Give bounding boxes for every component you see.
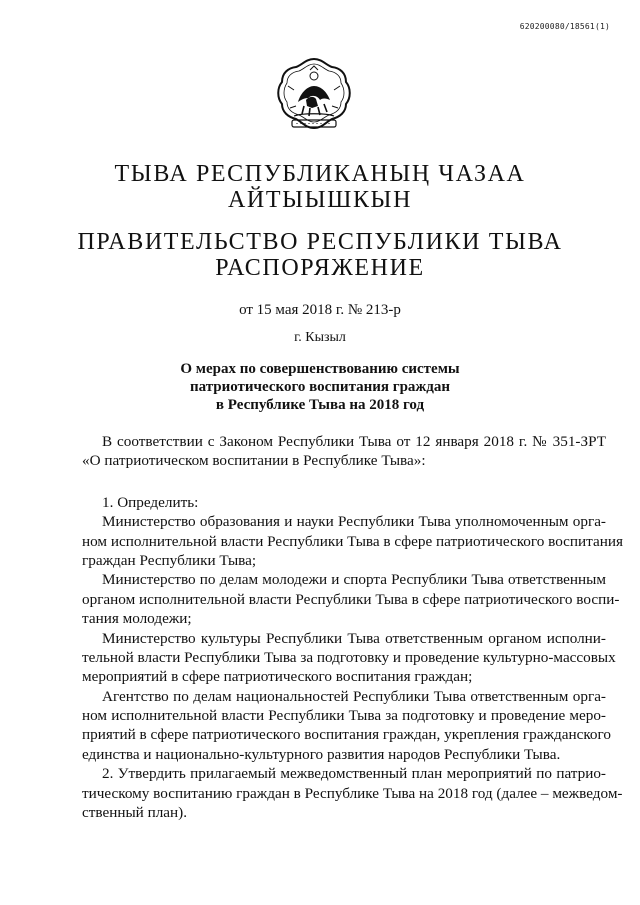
- clause-1c-line: Министерство культуры Республики Тыва ответственным органом исполни-: [102, 629, 606, 647]
- document-body: [82, 432, 623, 822]
- subject-line: О мерах по совершенствованию системы: [180, 361, 460, 377]
- clause-1a-line: граждан Республики Тыва;: [82, 551, 257, 569]
- clause-1c-line: мероприятий в сфере патриотического воспитания граждан;: [82, 668, 473, 686]
- document-date: от 15 мая 2018 г. № 213-р: [239, 302, 401, 318]
- title-tuva-line2: АЙТЫЫШКЫН: [227, 187, 413, 213]
- title-russian-line1: ПРАВИТЕЛЬСТВО РЕСПУБЛИКИ ТЫВА: [77, 229, 563, 255]
- clause-1d-line: Агентство по делам национальностей Республики Тыва ответственным орга-: [102, 687, 606, 705]
- title-russian-line2: РАСПОРЯЖЕНИЕ: [215, 255, 425, 281]
- document-number: 620200080/18561(1): [519, 22, 610, 31]
- subject-line: патриотического воспитания граждан: [189, 379, 451, 395]
- clause-1a-line: ном исполнительной власти Республики Тыва в сфере патриотического воспитания: [82, 532, 623, 550]
- clause-1a-line: Министерство образования и науки Республики Тыва уполномоченным орга-: [102, 513, 606, 531]
- clause-2-line: ственный план).: [82, 804, 188, 822]
- clause-2-line: тическому воспитанию граждан в Республике Тыва на 2018 год (далее – межведом-: [82, 784, 623, 802]
- title-tuva-line1: ТЫВА РЕСПУБЛИКАНЫҢ ЧАЗАА: [114, 161, 526, 187]
- clause-1d-line: единства и национально-культурного развития народов Республики Тыва.: [82, 745, 561, 763]
- tuva-coat-of-arms-icon: [274, 56, 354, 138]
- clause-1b-line: тания молодежи;: [82, 610, 192, 628]
- clause-2-line: 2. Утвердить прилагаемый межведомственный план мероприятий по патрио-: [102, 765, 606, 783]
- clause-1b-line: органом исполнительной власти Республики Тыва в сфере патриотического воспи-: [82, 590, 620, 608]
- clause-1c-line: тельной власти Республики Тыва за подготовку и проведение культурно-массовых: [82, 648, 616, 666]
- document-subject: [140, 360, 500, 414]
- document-city: г. Кызыл: [294, 330, 346, 345]
- clause-1d-line: ном исполнительной власти Республики Тыва за подготовку и проведение меро-: [82, 707, 606, 725]
- intro-line: «О патриотическом воспитании в Республике Тыва»:: [82, 452, 426, 470]
- clause-1d-line: приятий в сфере патриотического воспитания граждан, укрепления гражданского: [82, 726, 611, 744]
- clause-1b-line: Министерство по делам молодежи и спорта Республики Тыва ответственным: [102, 571, 606, 589]
- subject-line: в Республике Тыва на 2018 год: [215, 397, 425, 413]
- clause-1-heading: 1. Определить:: [102, 493, 199, 511]
- intro-line: В соответствии с Законом Республики Тыва от 12 января 2018 г. № 351-ЗРТ: [102, 433, 606, 450]
